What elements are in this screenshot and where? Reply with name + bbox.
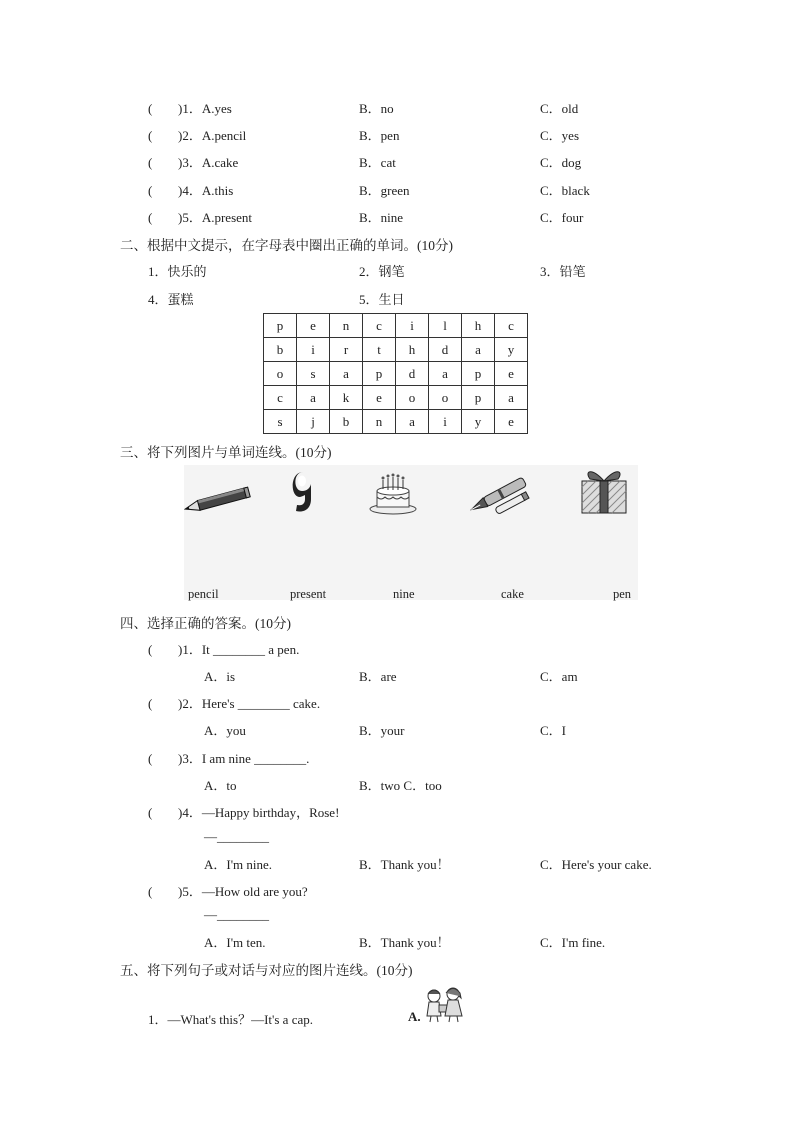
option-b: B．no — [359, 101, 394, 116]
s4-question-3 — [148, 748, 309, 767]
option-c: C．Here's your cake. — [540, 857, 652, 872]
nine-picture[interactable] — [290, 469, 316, 515]
grid-cell[interactable]: r — [330, 338, 363, 362]
option-c: C．yes — [540, 128, 580, 143]
grid-cell[interactable]: j — [297, 410, 330, 434]
grid-cell[interactable]: b — [330, 410, 363, 434]
grid-cell[interactable]: c — [363, 314, 396, 338]
hint-1: 1．快乐的 — [148, 264, 207, 279]
grid-cell[interactable]: i — [297, 338, 330, 362]
hint-2: 2．钢笔 — [359, 264, 405, 279]
grid-row — [264, 314, 528, 338]
grid-cell[interactable]: e — [495, 410, 528, 434]
option-c: C．I'm fine. — [540, 935, 606, 950]
question-text: —How old are you? — [201, 884, 308, 899]
grid-cell[interactable]: s — [297, 362, 330, 386]
letter-grid — [263, 313, 528, 434]
section3-heading: 三、将下列图片与单词连线。(10分) — [120, 445, 332, 460]
question-text: I am nine ________. — [201, 751, 310, 766]
question-text: It ________ a pen. — [201, 642, 300, 657]
section4-heading: 四、选择正确的答案。(10分) — [120, 616, 291, 631]
grid-cell[interactable]: a — [495, 386, 528, 410]
grid-cell[interactable]: p — [363, 362, 396, 386]
grid-cell[interactable]: e — [495, 362, 528, 386]
option-a: A．to — [204, 778, 237, 793]
answer-paren: ( — [148, 210, 153, 225]
answer-paren: ( — [148, 128, 153, 143]
option-a: A.this — [201, 183, 234, 198]
option-a: A．you — [204, 723, 246, 738]
option-a: A．I'm nine. — [204, 857, 273, 872]
grid-cell[interactable]: i — [429, 410, 462, 434]
grid-cell[interactable]: o — [429, 386, 462, 410]
option-a: A．is — [204, 669, 236, 684]
grid-cell[interactable]: a — [429, 362, 462, 386]
grid-cell[interactable]: h — [396, 338, 429, 362]
grid-cell[interactable]: p — [264, 314, 297, 338]
answer-paren: ( — [148, 642, 153, 657]
grid-cell[interactable]: e — [297, 314, 330, 338]
answer-paren: ( — [148, 751, 153, 766]
option-c: C．I — [540, 723, 567, 738]
grid-cell[interactable]: p — [462, 362, 495, 386]
option-b: B．are — [359, 669, 397, 684]
s1-row-1 — [148, 98, 232, 117]
grid-cell[interactable]: h — [462, 314, 495, 338]
question-number: )5． — [178, 210, 202, 225]
option-b: B．green — [359, 183, 410, 198]
grid-row — [264, 386, 528, 410]
s5-item-1: 1．—What's this？—It's a cap. — [148, 1012, 313, 1027]
grid-cell[interactable]: p — [462, 386, 495, 410]
picture-label-a: A. — [408, 1009, 421, 1024]
word-nine[interactable]: nine — [393, 587, 415, 601]
question-text: Here's ________ cake. — [201, 696, 321, 711]
question-number: )4． — [178, 183, 202, 198]
grid-cell[interactable]: t — [363, 338, 396, 362]
s1-row-3 — [148, 152, 238, 171]
option-a: A.present — [201, 210, 253, 225]
section5-heading: 五、将下列句子或对话与对应的图片连线。(10分) — [120, 963, 413, 978]
option-c: C．am — [540, 669, 578, 684]
question-number: )2． — [178, 128, 202, 143]
question-number: )2． — [178, 696, 202, 711]
s4-question-1 — [148, 639, 299, 658]
option-c: C．dog — [540, 155, 582, 170]
grid-cell[interactable]: n — [330, 314, 363, 338]
grid-cell[interactable]: d — [429, 338, 462, 362]
grid-cell[interactable]: d — [396, 362, 429, 386]
option-b: B．pen — [359, 128, 400, 143]
hint-3: 3．铅笔 — [540, 264, 586, 279]
section2-heading: 二、根据中文提示，在字母表中圈出正确的单词。(10分) — [120, 238, 453, 253]
grid-cell[interactable]: a — [297, 386, 330, 410]
word-present[interactable]: present — [290, 587, 327, 601]
grid-cell[interactable]: b — [264, 338, 297, 362]
grid-cell[interactable]: y — [495, 338, 528, 362]
question-number: )3． — [178, 751, 202, 766]
grid-row — [264, 410, 528, 434]
answer-paren: ( — [148, 101, 153, 116]
option-b: B．your — [359, 723, 405, 738]
option-a: A.yes — [201, 101, 232, 116]
s4-question-2 — [148, 693, 320, 712]
reply-blank: —________ — [204, 907, 269, 922]
cake-picture[interactable] — [368, 469, 418, 517]
grid-cell[interactable]: k — [330, 386, 363, 410]
grid-cell[interactable]: y — [462, 410, 495, 434]
pencil-picture[interactable] — [184, 483, 254, 517]
option-a: A．I'm ten. — [204, 935, 266, 950]
option-c: C．old — [540, 101, 579, 116]
s4-question-4 — [148, 802, 339, 821]
present-picture[interactable] — [578, 465, 630, 517]
pen-picture[interactable] — [464, 473, 538, 517]
grid-cell[interactable]: o — [264, 362, 297, 386]
grid-cell[interactable]: c — [264, 386, 297, 410]
option-c: C．four — [540, 210, 584, 225]
option-a: A.cake — [201, 155, 239, 170]
question-number: )1． — [178, 101, 202, 116]
option-c: C．black — [540, 183, 590, 198]
s4-question-5 — [148, 881, 308, 900]
children-picture[interactable] — [422, 984, 468, 1024]
picture-strip — [184, 465, 638, 600]
reply-blank: —________ — [204, 829, 269, 844]
hint-5: 5．生日 — [359, 292, 405, 307]
word-pencil[interactable]: pencil — [188, 587, 219, 601]
grid-row — [264, 338, 528, 362]
option-b: B．cat — [359, 155, 396, 170]
grid-cell[interactable]: n — [363, 410, 396, 434]
option-b-c: B．two C．too — [359, 778, 442, 793]
answer-paren: ( — [148, 884, 153, 899]
s1-row-4 — [148, 180, 233, 199]
grid-cell[interactable]: l — [429, 314, 462, 338]
question-number: )3． — [178, 155, 202, 170]
grid-cell[interactable]: o — [396, 386, 429, 410]
hint-4: 4．蛋糕 — [148, 292, 194, 307]
word-cake[interactable]: cake — [501, 587, 524, 601]
grid-cell[interactable]: a — [462, 338, 495, 362]
s1-row-2 — [148, 125, 246, 144]
option-b: B．nine — [359, 210, 404, 225]
grid-cell[interactable]: a — [330, 362, 363, 386]
answer-paren: ( — [148, 183, 153, 198]
grid-cell[interactable]: c — [495, 314, 528, 338]
grid-cell[interactable]: i — [396, 314, 429, 338]
grid-cell[interactable]: e — [363, 386, 396, 410]
question-text: —Happy birthday，Rose! — [201, 805, 340, 820]
option-a: A.pencil — [201, 128, 247, 143]
question-number: )4． — [178, 805, 202, 820]
grid-cell[interactable]: a — [396, 410, 429, 434]
option-b: B．Thank you！ — [359, 935, 450, 950]
word-pen[interactable]: pen — [613, 587, 632, 601]
option-b: B．Thank you！ — [359, 857, 450, 872]
answer-paren: ( — [148, 805, 153, 820]
s1-row-5 — [148, 207, 252, 226]
answer-paren: ( — [148, 696, 153, 711]
grid-row — [264, 362, 528, 386]
answer-paren: ( — [148, 155, 153, 170]
question-number: )1． — [178, 642, 202, 657]
grid-cell[interactable]: s — [264, 410, 297, 434]
question-number: )5． — [178, 884, 202, 899]
